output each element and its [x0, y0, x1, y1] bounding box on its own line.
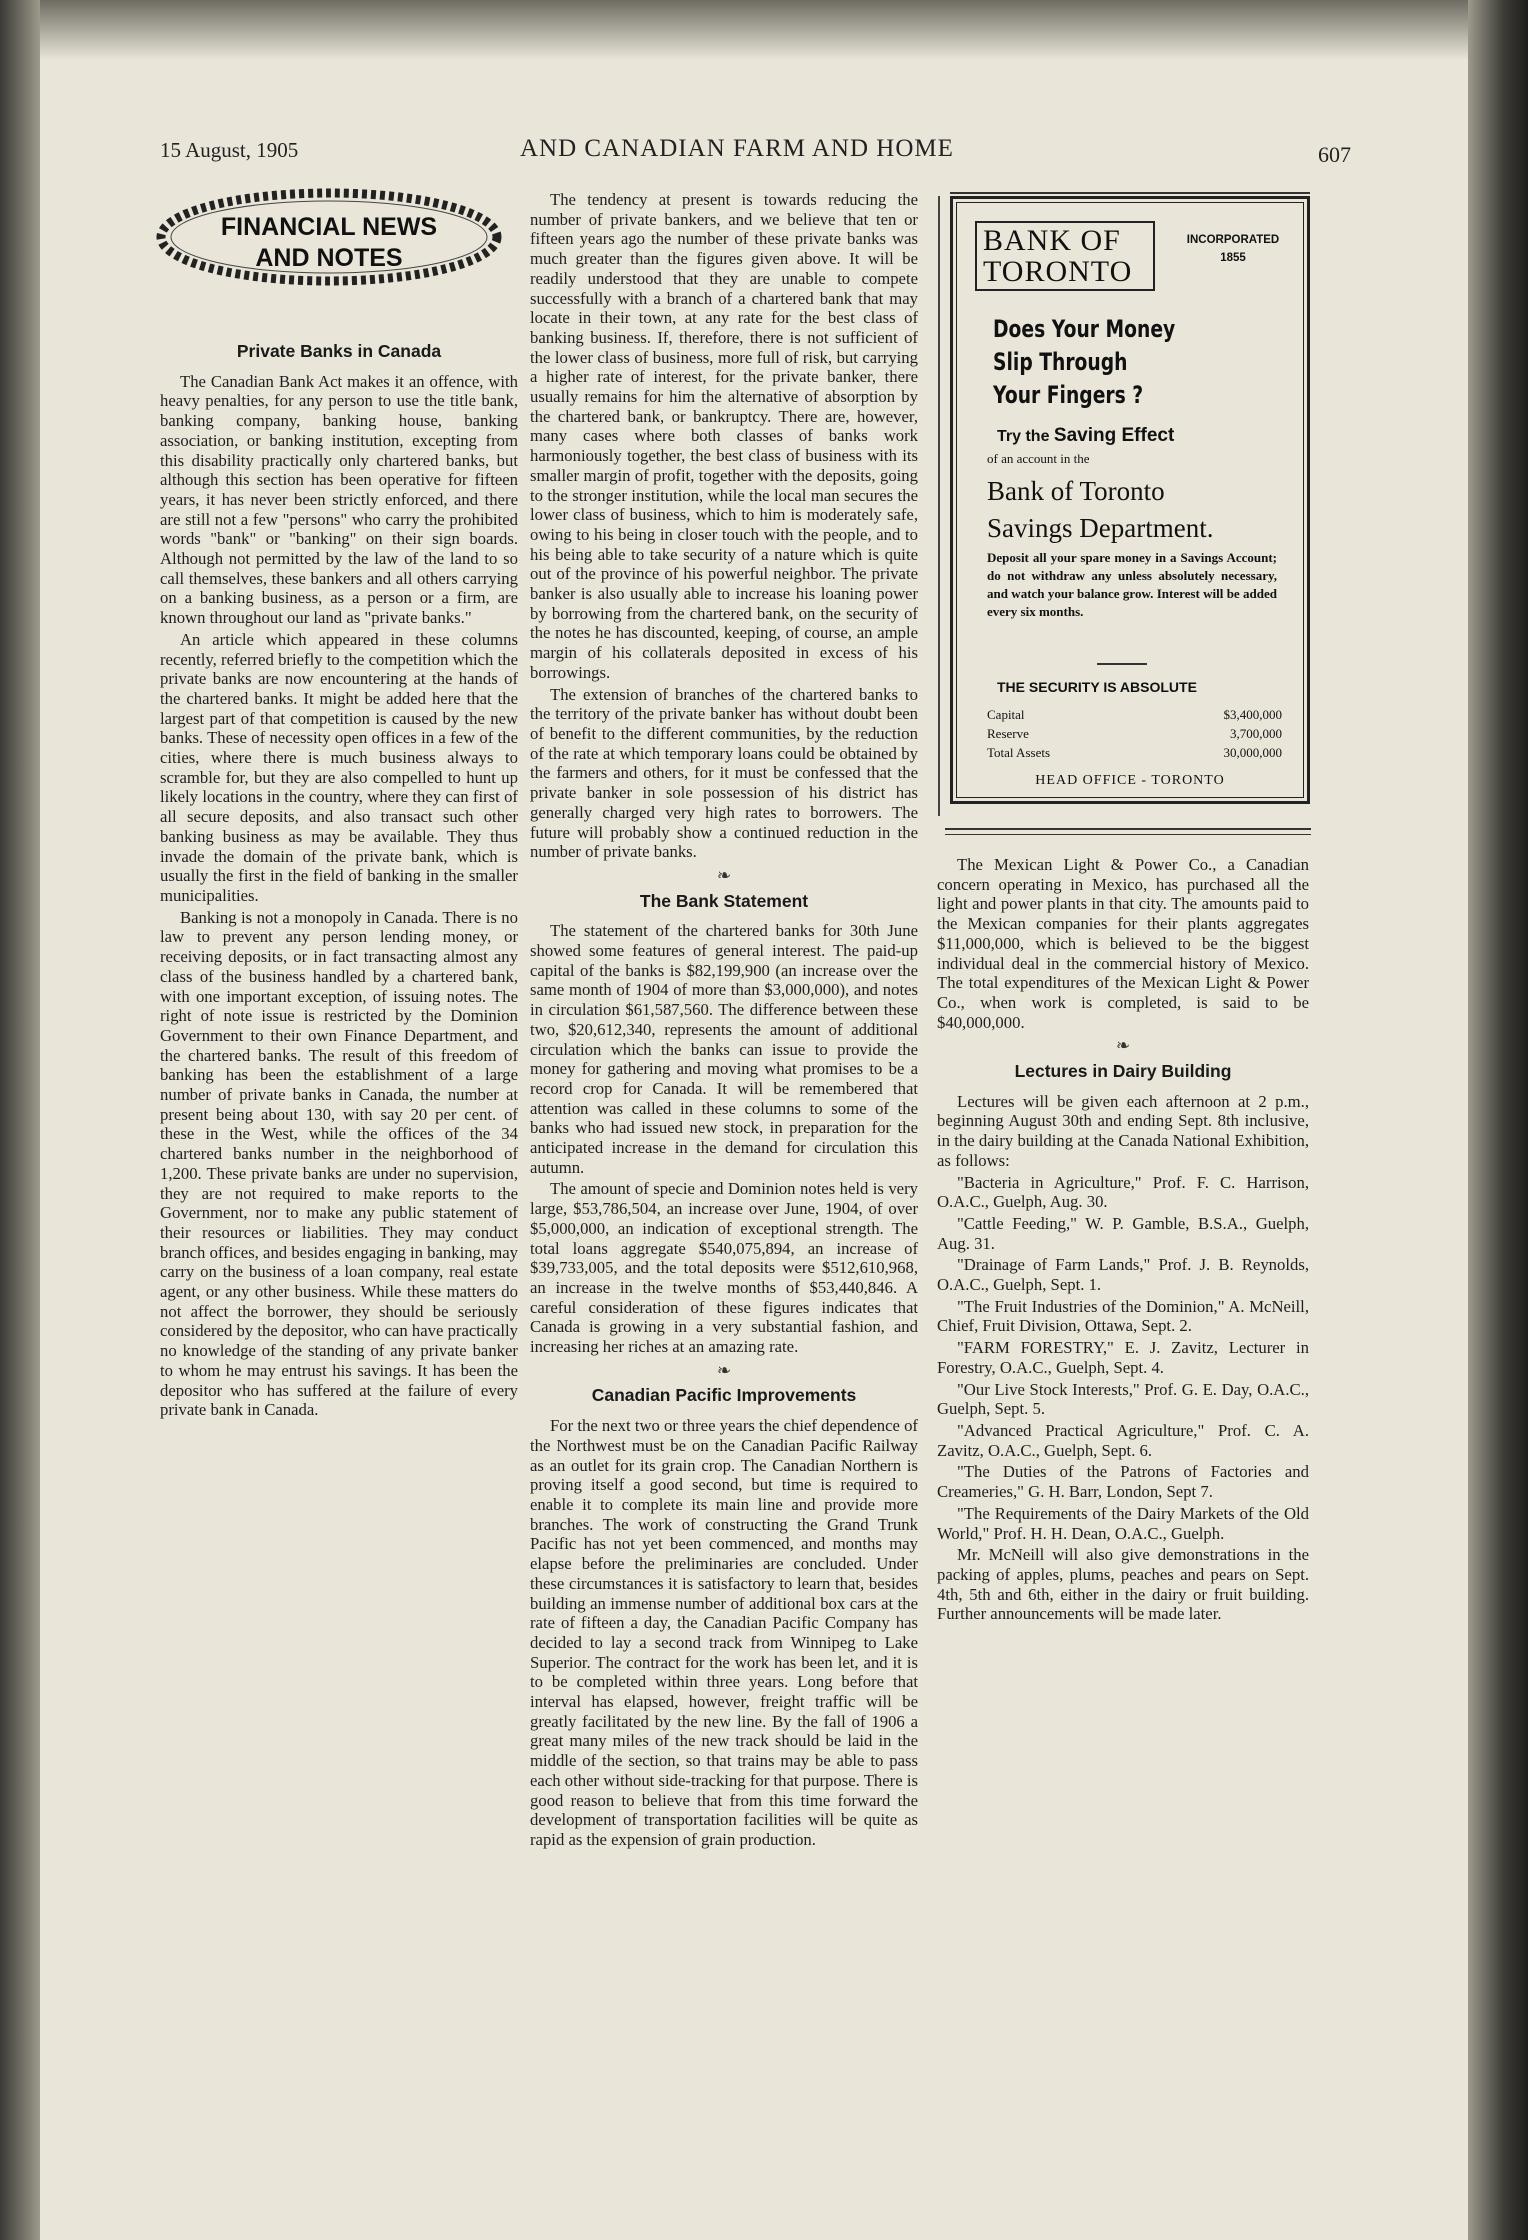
banner-title-line1: FINANCIAL NEWS: [220, 213, 438, 241]
lecture-item: "The Requirements of the Dairy Markets of the Old World," Prof. H. H. Dean, O.A.C., Guelph.: [937, 1503, 1309, 1543]
ad-head-office: HEAD OFFICE - TORONTO: [1035, 773, 1225, 788]
ad-financial-label: Total Assets: [987, 745, 1051, 760]
article-paragraph: The extension of branches of the chartered banks to the territory of the private banker has without doubt been of benefit to the different communities, by the reduction of the rate at which temporary loans could be obtained by the farmers and others, for it must be confessed that the private banker in sole possession of his district has generally charged very high rates to borrowers. The future will probably show a continued reduction in the number of private banks.: [530, 684, 918, 862]
ad-department-line1: Bank of Toronto: [987, 476, 1165, 506]
ad-incorporated-year: 1855: [1220, 252, 1246, 264]
ad-financial-value: 3,700,000: [1230, 726, 1282, 741]
ad-headline-line: Your Fingers ?: [993, 381, 1144, 409]
article-paragraph: The Canadian Bank Act makes it an offence, with heavy penalties, for any person to use the title bank, banking company, banking house, banking association, or banking institution, excepting from this disability practically only chartered banks, but although this section has been operative for fifteen years, it has never been strictly enforced, and there are still not a few "persons" who carry the prohibited words "bank" or "banking" on their sign boards. Although not permitted by the law of the land to so call themselves, these bankers and all others carrying on a banking business, as a person or a firm, are known throughout our land as "private banks.": [160, 371, 518, 628]
lecture-item: "Bacteria in Agriculture," Prof. F. C. Harrison, O.A.C., Guelph, Aug. 30.: [937, 1172, 1309, 1212]
lecture-item: "The Fruit Industries of the Dominion," A. McNeill, Chief, Fruit Division, Ottawa, Sept. 2.: [937, 1296, 1309, 1336]
ad-body-text: Deposit all your spare money in a Savings Account; do not withdraw any unless absolutely necessary, and watch your balance grow. Interest will be added every six months.: [987, 550, 1277, 619]
ad-top-rule: [950, 192, 1310, 194]
ad-try-emphasis: Saving Effect: [1053, 425, 1175, 446]
article-paragraph: For the next two or three years the chief dependence of the Northwest must be on the Canadian Pacific Railway as an outlet for its grain crop. The Canadian Northern is proving itself a good second, but time is required to enable it to complete its main line and provide more branches. The work of constructing the Grand Trunk Pacific has not yet been commenced, and months may elapse before the preliminaries are concluded. Under these circumstances it is satisfactory to learn that, besides building an immense number of additional box cars at the rate of fifteen a day, the Canadian Pacific Company has decided to lay a second track from Winnipeg to Lake Superior. The contract for the work has been let, and it is to be completed within three years. Long before that interval has elapsed, however, freight traffic will be greatly facilitated by the new line. By the fall of 1906 a great many miles of the new track should be laid in the middle of the section, so that trains may be able to pass each other without side-tracking for that purpose. There is good reason to believe that from this time forward the development of transportation facilities will be quite as rapid as the expension of grain production.: [530, 1416, 918, 1849]
article-paragraph: Mr. McNeill will also give demonstrations in the packing of apples, plums, peaches and pears on Sept. 4th, 5th and 6th, either in the dairy or fruit building. Further announcements will be made later.: [937, 1545, 1309, 1624]
ad-headline: [993, 313, 1289, 412]
ad-department-line2: Savings Department.: [987, 513, 1214, 543]
column-2: [530, 190, 918, 1852]
article-heading: Lectures in Dairy Building: [1014, 1061, 1232, 1082]
lecture-item: "Advanced Practical Agriculture," Prof. C. A. Zavitz, O.A.C., Guelph, Sept. 6.: [937, 1420, 1309, 1460]
article-heading: The Bank Statement: [639, 890, 809, 911]
ad-incorporated-label: INCORPORATED: [1186, 234, 1280, 246]
issue-date: 15 August, 1905: [160, 138, 299, 162]
scan-top-shadow: [40, 0, 1468, 60]
bank-advertisement: [950, 196, 1310, 804]
article-paragraph: The Mexican Light & Power Co., a Canadian concern operating in Mexico, has purchased all the light and power plants in that city. The amounts paid to the Mexican companies for their plants aggregates $11,000,000, which is believed to be the biggest individual deal in the commercial history of Mexico. The total expenditures of the Mexican Light & Power Co., when work is completed, is said to be $40,000,000.: [937, 855, 1309, 1032]
page-number: 607: [1318, 142, 1351, 167]
banner-title: [150, 212, 508, 274]
column-3: [937, 855, 1309, 1626]
column-rule: [938, 196, 940, 816]
section-rule: [945, 828, 1311, 835]
lecture-item: "Cattle Feeding," W. P. Gamble, B.S.A., Guelph, Aug. 31.: [937, 1213, 1309, 1253]
ad-financial-value: 30,000,000: [1223, 745, 1282, 760]
article-heading: Canadian Pacific Improvements: [591, 1385, 857, 1406]
ad-financial-row: [987, 724, 1282, 743]
ad-financial-value: $3,400,000: [1223, 707, 1282, 722]
lecture-item: "The Duties of the Patrons of Factories and Creameries," G. H. Barr, London, Sept 7.: [937, 1462, 1309, 1502]
ad-headline-line: Slip Through: [993, 348, 1128, 376]
lecture-item: "FARM FORESTRY," E. J. Zavitz, Lecturer in Forestry, O.A.C., Guelph, Sept. 4.: [937, 1338, 1309, 1377]
ad-financial-label: Capital: [987, 707, 1025, 722]
column-1: [160, 336, 518, 1422]
ad-security-heading: THE SECURITY IS ABSOLUTE: [997, 679, 1197, 695]
ad-incorporated: [1169, 231, 1297, 267]
ad-financials: [987, 705, 1282, 762]
ad-bank-name-line1: BANK OF: [983, 224, 1121, 257]
separator-ornament-icon: ❧: [1115, 1036, 1131, 1056]
lecture-item: "Our Live Stock Interests," Prof. G. E. Day, O.A.C., Guelph, Sept. 5.: [937, 1379, 1309, 1419]
article-paragraph: Banking is not a monopoly in Canada. There is no law to prevent any person lending money, or receiving deposits, or in fact transacting almost any class of the business handled by a chartered bank, with one important exception, of issuing notes. The right of note issue is restricted by the Dominion Government to their own Finance Department, and the chartered banks. The result of this freedom of banking has been the establishment of a large number of private banks in Canada, the number at present being about 130, with say 20 per cent. of these in the West, while the offices of the 34 chartered banks number in the neighborhood of 1,200. These private banks are under no supervision, they are not required to make reports to the Government, nor to make any public statement of their resources or liabilities. They may conduct branch offices, and besides engaging in banking, may carry on the business of a loan company, real estate agent, or any other business. While these matters do not affect the borrower, they should be seriously considered by the depositor, who can have practically no knowledge of the standing of any private banker to whom he may entrust his savings. It has been the depositor who has suffered at the failure of every private bank in Canada.: [160, 907, 518, 1420]
ad-department-name: [987, 473, 1213, 547]
ad-divider: [1097, 663, 1147, 665]
ad-headline-line: Does Your Money: [993, 315, 1176, 343]
running-title: AND CANADIAN FARM AND HOME: [520, 135, 954, 162]
article-paragraph: The tendency at present is towards reducing the number of private bankers, and we believe that ten or fifteen years ago the number of these private banks was much greater than the figures given above. It will be readily understood that they are unable to compete successfully with a branch of a chartered bank that may locate in their town, at any rate for the best class of banking business. If, therefore, there is not sufficient of the lower class of business, more full of risk, but carrying a higher rate of interest, for the private banker, there usually remains for him the alternative of absorption by the chartered bank, or bankruptcy. There are, however, many cases where both classes of banks work harmoniously together, the best class of business with its smaller margin of profit, together with the deposits, going to the stronger institution, while the local man secures the lower class of business, which to him is moderately safe, owing to his being in closer touch with the people, and to his being able to take security of a nature which is quite out of the province of his powerful neighbor. The private banker is also usually able to increase his loaning power by borrowing from the chartered bank, on the security of the notes he has discounted, keeping, of course, an ample margin of his collaterals deposited in excess of his borrowings.: [530, 190, 918, 682]
article-paragraph: The statement of the chartered banks for 30th June showed some features of general interest. The paid-up capital of the banks is $82,199,900 (an increase over the same month of 1904 of more than $3,000,000), and notes in circulation $61,587,560. The difference between these two, $20,612,340, represents the amount of additional circulation which the banks can issue to provide the money for gathering and moving what promises to be a record crop for Canada. It will be remembered that attention was called in these columns to some of the banks who had issued new stock, in preparation for the anticipated increase in the demand for circulation this autumn.: [530, 921, 918, 1177]
ad-try-prefix: Try the: [997, 428, 1050, 445]
book-edge-shadow: [1468, 0, 1528, 2240]
ad-financial-row: [987, 743, 1282, 762]
ad-financial-row: [987, 705, 1282, 724]
separator-ornament-icon: ❧: [716, 865, 732, 885]
ad-financial-label: Reserve: [987, 726, 1029, 741]
ad-account-line: of an account in the: [987, 451, 1090, 466]
separator-ornament-icon: ❧: [716, 1360, 732, 1380]
banner-title-line2: AND NOTES: [255, 244, 403, 272]
section-banner: [150, 182, 508, 292]
ad-try-line: [997, 425, 1174, 447]
article-paragraph: The amount of specie and Dominion notes held is very large, $53,786,504, an increase over June, 1904, of over $5,000,000, an indication of exceptional strength. The total loans aggregate $540,075,894, an increase of $39,733,005, and the total deposits were $512,610,968, an increase in the twelve months of $53,440,846. A careful consideration of these figures indicates that Canada is growing in a very substantial fashion, and increasing her riches at an amazing rate.: [530, 1179, 918, 1357]
ad-inner-frame: [956, 202, 1304, 798]
article-paragraph: Lectures will be given each afternoon at 2 p.m., beginning August 30th and ending Sept. 8th inclusive, in the dairy building at the Canada National Exhibition, as follows:: [937, 1091, 1309, 1170]
lecture-item: "Drainage of Farm Lands," Prof. J. B. Reynolds, O.A.C., Guelph, Sept. 1.: [937, 1255, 1309, 1295]
article-paragraph: An article which appeared in these columns recently, referred briefly to the competition which the private banks are now encountering at the hands of the chartered banks. It might be added here that the largest part of that competition is caused by the new banks. These of necessity open offices in a few of the cities, where there is much business always to scramble for, but they are also compelled to hunt up likely locations in the country, where they can first of all secure deposits, and also transact such other banking business as may be available. They thus invade the domain of the private bank, which is usually the first in the field of banking in the smaller municipalities.: [160, 629, 518, 905]
ad-bank-name-box: [975, 221, 1155, 291]
ad-bank-name-line2: TORONTO: [983, 255, 1133, 288]
book-gutter-shadow: [0, 0, 40, 2240]
article-heading: Private Banks in Canada: [236, 341, 442, 361]
